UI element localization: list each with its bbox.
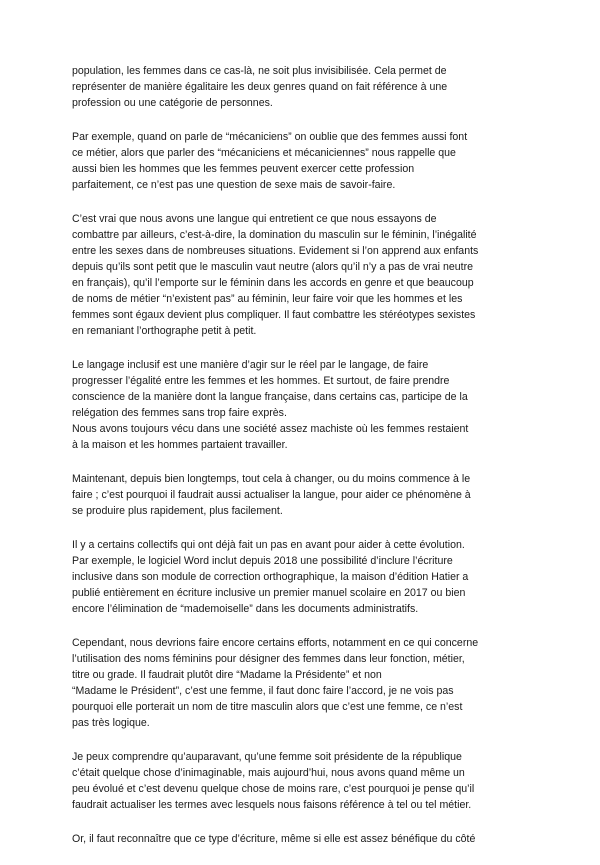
paragraph [72,357,502,453]
text-line: Il y a certains collectifs qui ont déjà fait un pas en avant pour aider à cette évolution. [72,539,465,551]
text-line: profession ou une catégorie de personnes. [72,97,273,109]
text-line: pourquoi elle porterait un nom de titre masculin alors que c’est une femme, ce n’est [72,701,463,713]
text-line: progresser l’égalité entre les femmes et les hommes. Et surtout, de faire prendre [72,375,450,387]
text-line: Or, il faut reconnaître que ce type d’écriture, même si elle est assez bénéfique du côté [72,833,476,845]
text-line: se produire plus rapidement, plus facilement. [72,505,283,517]
paragraph [72,831,502,847]
text-line: inclusive dans son module de correction orthographique, la maison d’édition Hatier a [72,571,469,583]
text-line: de noms de métier “n’existent pas” au féminin, leur faire voir que les hommes et les [72,293,463,305]
paragraph [72,63,502,111]
text-line: population, les femmes dans ce cas-là, ne soit plus invisibilisée. Cela permet de [72,65,447,77]
paragraph [72,749,502,813]
text-line: “Madame le Président”, c’est une femme, il faut donc faire l’accord, je ne vois pas [72,685,454,697]
paragraph [72,471,502,519]
text-line: entre les sexes dans de nombreuses situations. Evidement si l’on apprend aux enfants [72,245,479,257]
paragraph [72,211,502,339]
paragraph [72,537,502,617]
text-line: faire ; c’est pourquoi il faudrait aussi actualiser la langue, pour aider ce phénomène à [72,489,471,501]
text-line: titre ou grade. Il faudrait plutôt dire “Madame la Présidente” et non [72,669,382,681]
text-line: l’utilisation des noms féminins pour désigner des femmes dans leur fonction, métier, [72,653,465,665]
paragraph [72,129,502,193]
text-line: depuis qu’ils sont petit que le masculin vaut neutre (alors qu’il n’y a pas de vrai neutre [72,261,474,273]
text-line: Nous avons toujours vécu dans une société assez machiste où les femmes restaient [72,423,469,435]
text-line: conscience de la manière dont la langue française, dans certains cas, participe de la [72,391,468,403]
text-line: Par exemple, quand on parle de “mécaniciens” on oublie que des femmes aussi font [72,131,468,143]
text-line: Cependant, nous devrions faire encore certains efforts, notamment en ce qui concerne [72,637,479,649]
text-line: c’était quelque chose d’inimaginable, mais aujourd’hui, nous avons quand même un [72,767,465,779]
text-line: publié entièrement en écriture inclusive un premier manuel scolaire en 2017 ou bien [72,587,466,599]
text-line: relégation des femmes sans trop faire exprès. [72,407,287,419]
text-line: à la maison et les hommes partaient travailler. [72,439,288,451]
text-line: femmes sont égaux devient plus compliquer. Il faut combattre les stéréotypes sexistes [72,309,476,321]
text-line: en français), qu’il l’emporte sur le féminin dans les accords en genre et que beaucoup [72,277,474,289]
text-line: encore l’élimination de “mademoiselle” dans les documents administratifs. [72,603,419,615]
text-line: Par exemple, le logiciel Word inclut depuis 2018 une possibilité d’inclure l’écriture [72,555,453,567]
text-line: Maintenant, depuis bien longtemps, tout cela à changer, ou du moins commence à le [72,473,471,485]
text-line: combattre par ailleurs, c’est-à-dire, la domination du masculin sur le féminin, l’inégalité [72,229,477,241]
text-line: faudrait actualiser les termes avec lesquels nous faisons référence à tel ou tel métier. [72,799,472,811]
text-line: parfaitement, ce n’est pas une question de sexe mais de savoir-faire. [72,179,396,191]
text-line: Le langage inclusif est une manière d’agir sur le réel par le langage, de faire [72,359,429,371]
paragraph [72,635,502,731]
text-line: C’est vrai que nous avons une langue qui entretient ce que nous essayons de [72,213,437,225]
text-line: peu évolué et c’est devenu quelque chose de moins rare, c’est pourquoi je pense qu’il [72,783,475,795]
text-line: pas très logique. [72,717,150,729]
text-line: aussi bien les hommes que les femmes peuvent exercer cette profession [72,163,415,175]
text-line: ce métier, alors que parler des “mécaniciens et mécaniciennes” nous rappelle que [72,147,456,159]
text-line: représenter de manière égalitaire les deux genres quand on fait référence à une [72,81,448,93]
document-body [72,63,502,865]
text-line: Je peux comprendre qu’auparavant, qu’une femme soit présidente de la république [72,751,462,763]
text-line: en remaniant l’orthographe petit à petit. [72,325,257,337]
